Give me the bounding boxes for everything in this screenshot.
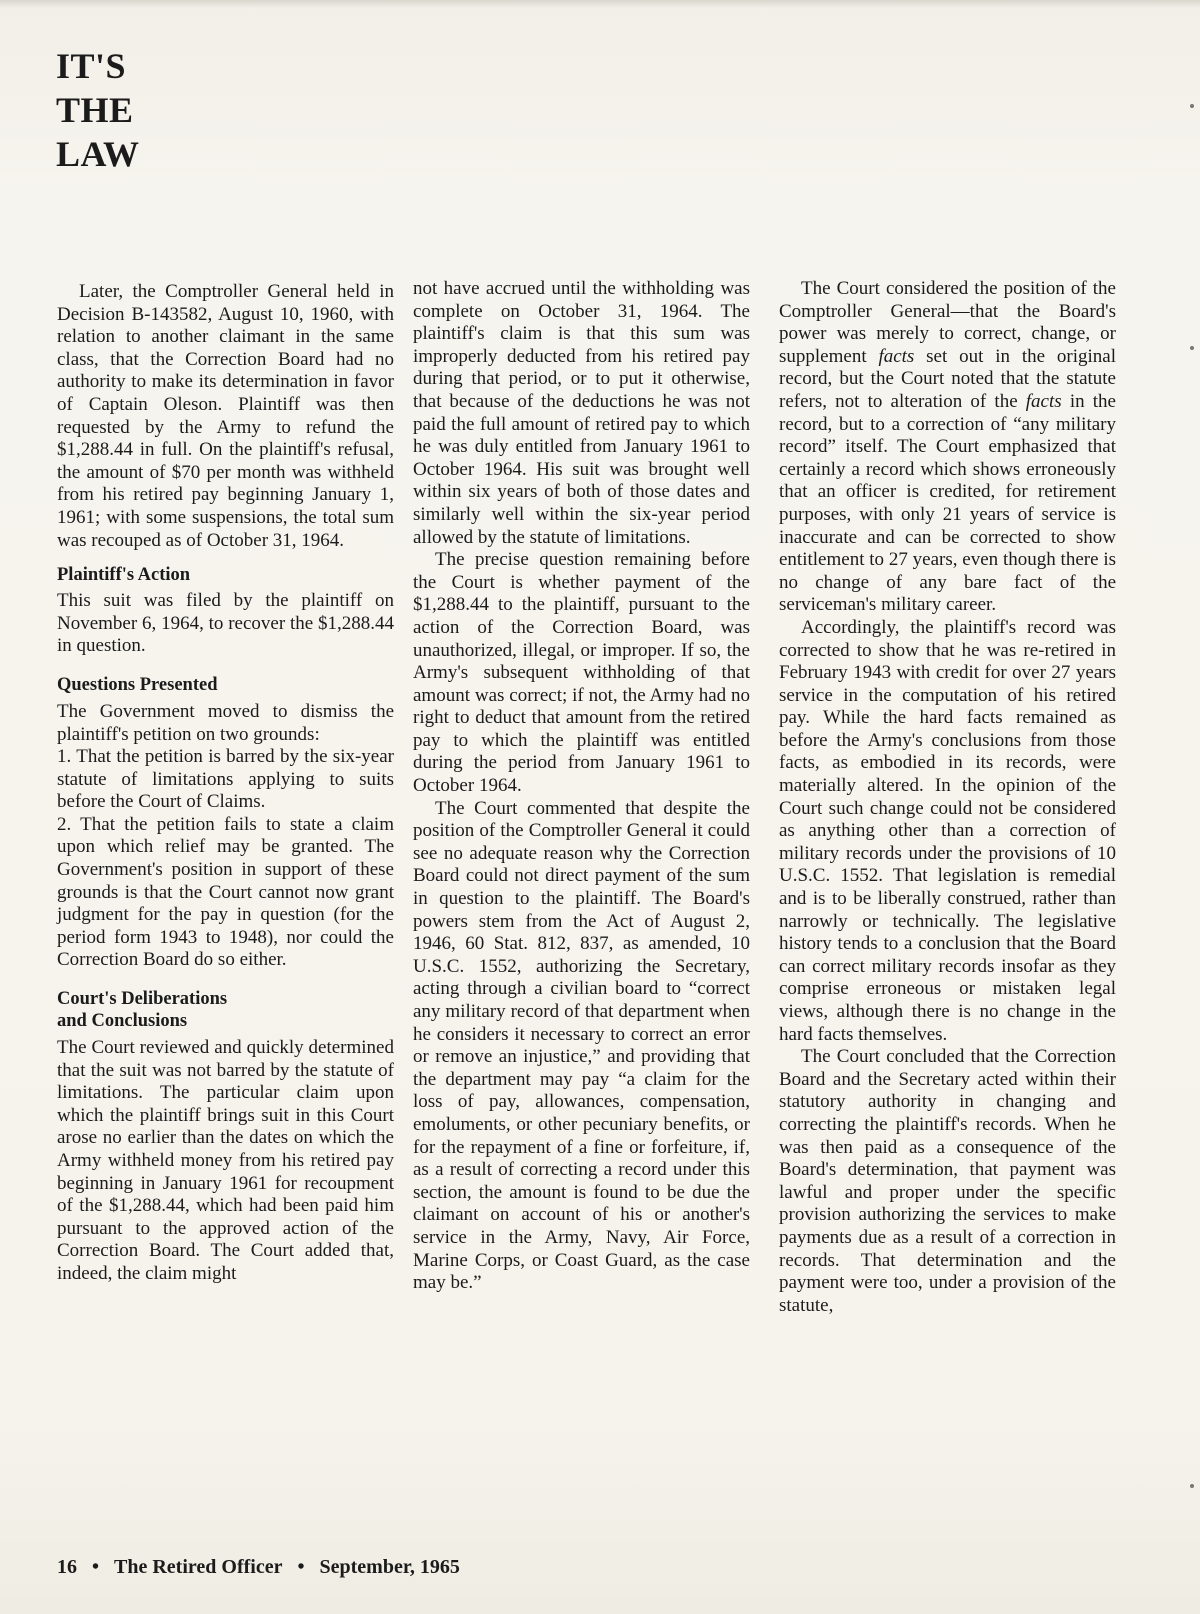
scan-speck (1190, 1484, 1194, 1488)
article-column-1 (57, 281, 394, 1286)
page-top-edge (0, 0, 1200, 8)
numbered-point: 1. That the petition is barred by the six-year statute of limitations applying to suits before the Court of Claims. (57, 746, 394, 813)
section-heading (56, 44, 196, 176)
subheading-courts-deliberations (57, 988, 394, 1032)
footer-bullet: • (297, 1556, 305, 1578)
subheading-plaintiffs-action: Plaintiff's Action (57, 565, 191, 586)
paragraph: The Government moved to dismiss the plaintiff's petition on two grounds: (57, 700, 394, 745)
article-column-2 (413, 278, 750, 1295)
scan-speck (1190, 346, 1194, 350)
paragraph: The Court concluded that the Correction Board and the Secretary acted within their statutory authority in changing and correcting the plaintiff's records. When he was then paid as a consequence of the Board's determination, that payment was lawful and proper under the specific provision authorizing the services to make payments due as a result of a correction in records. That determination and the payment were too, under a provision of the statute, (779, 1046, 1116, 1316)
paragraph: Later, the Comptroller General held in Decision B-143582, August 10, 1960, with relation to another claimant in the same class, that the Correction Board had no authority to make its determination in favor of Captain Oleson. Plaintiff was then requested by the Army to refund the $1,288.44 in full. On the plaintiff's refusal, the amount of $70 per month was withheld from his retired pay beginning January 1, 1961; with some suspensions, the total sum was recouped as of October 31, 1964. (57, 281, 394, 551)
publication-name: The Retired Officer (114, 1556, 283, 1578)
heading-line: LAW (56, 134, 140, 174)
paragraph: The precise question remaining before the Court is whether payment of the $1,288.44 to the plaintiff, pursuant to the action of the Correction Board, was unauthorized, illegal, or improper. If so, the Army's subsequent withholding of that amount was correct; if not, the Army had no right to deduct that amount from the retired pay to which the plaintiff was entitled during the period from January 1961 to October 1964. (413, 549, 750, 797)
subheading-line: Court's Deliberations (57, 989, 228, 1010)
subheading-line: and Conclusions (57, 1011, 188, 1032)
text-run: The Court considered the position of the Comptroller General—that the Board's power was merely to correct, change, or supplement (779, 278, 1116, 367)
article-column-3 (779, 278, 1116, 1317)
issue-date: September, 1965 (319, 1556, 460, 1578)
paragraph: The Court commented that despite the position of the Comptroller General it could see no adequate reason why the Correction Board could not direct payment of the sum in question to the plaintiff. The Board's powers stem from the Act of August 2, 1946, 60 Stat. 812, 837, as amended, 10 U.S.C. 1552, authorizing the Secretary, acting through a civilian board to “correct any military record of that department when he considers it necessary to correct an error or remove an injustice,” and providing that the department may pay “a claim for the loss of pay, allowances, compensation, emoluments, or other pecuniary benefits, or for the repayment of a fine or forfeiture, if, as a result of correcting a record under this section, the amount is found to be due the claimant on account of his or another's service in the Army, Navy, Air Force, Marine Corps, or Coast Guard, as the case may be.” (413, 797, 750, 1294)
text-run: set out in the original record, but the Court noted that the statute refers, not to alteration of the (779, 345, 1116, 412)
page-footer (57, 1555, 460, 1579)
emphasis: facts (878, 345, 915, 367)
paragraph: not have accrued until the withholding was complete on October 31, 1964. The plaintiff's claim is that this sum was improperly deducted from his retired pay during that period, or to put it otherwise, that because of the deductions he was not paid the full amount of retired pay to which he was duly entitled from January 1961 to October 1964. His suit was brought well within six years of both of those dates and similarly well within the six-year period allowed by the statute of limitations. (413, 278, 750, 548)
scan-speck (1190, 104, 1194, 108)
heading-line: IT'S (56, 46, 127, 86)
subheading-questions-presented: Questions Presented (57, 674, 218, 695)
footer-bullet: • (92, 1556, 100, 1578)
page-number: 16 (57, 1556, 77, 1578)
paragraph: This suit was filed by the plaintiff on November 6, 1964, to recover the $1,288.44 in question. (57, 590, 394, 657)
emphasis: facts (1025, 390, 1062, 412)
heading-line: THE (56, 90, 134, 130)
numbered-point: 2. That the petition fails to state a claim upon which relief may be granted. The Government's position in support of these grounds is that the Court cannot now grant judgment for the pay in question (for the period form 1943 to 1948), nor could the Correction Board do so either. (57, 813, 394, 971)
paragraph (779, 278, 1116, 617)
text-run: in the record, but to a correction of “any military record” itself. The Court emphasized that certainly a record which shows erroneously that an officer is credited, for retirement purposes, with only 21 years of service is inaccurate and can be corrected to show entitlement to 27 years, even though there is no change of any bare fact of the serviceman's military career. (779, 390, 1116, 616)
paragraph: The Court reviewed and quickly determined that the suit was not barred by the statute of limitations. The particular claim upon which the plaintiff brings suit in this Court arose no earlier than the dates on which the Army withheld money from his retired pay beginning in January 1961 for recoupment of the $1,288.44, which had been paid him pursuant to the approved action of the Correction Board. The Court added that, indeed, the claim might (57, 1037, 394, 1284)
paragraph: Accordingly, the plaintiff's record was corrected to show that he was re-retired in February 1943 with credit for over 27 years service in the computation of his retired pay. While the hard facts remained as before the Army's conclusions from those facts, as embodied in its records, were materially altered. In the opinion of the Court such change could not be considered as anything other than a correction of military records under the provisions of 10 U.S.C. 1552. That legislation is remedial and is to be liberally construed, rather than narrowly or technically. The legislative history tends to a conclusion that the Board can correct military records insofar as they comprise erroneous or mistaken legal views, although there is no change in the hard facts themselves. (779, 616, 1116, 1045)
